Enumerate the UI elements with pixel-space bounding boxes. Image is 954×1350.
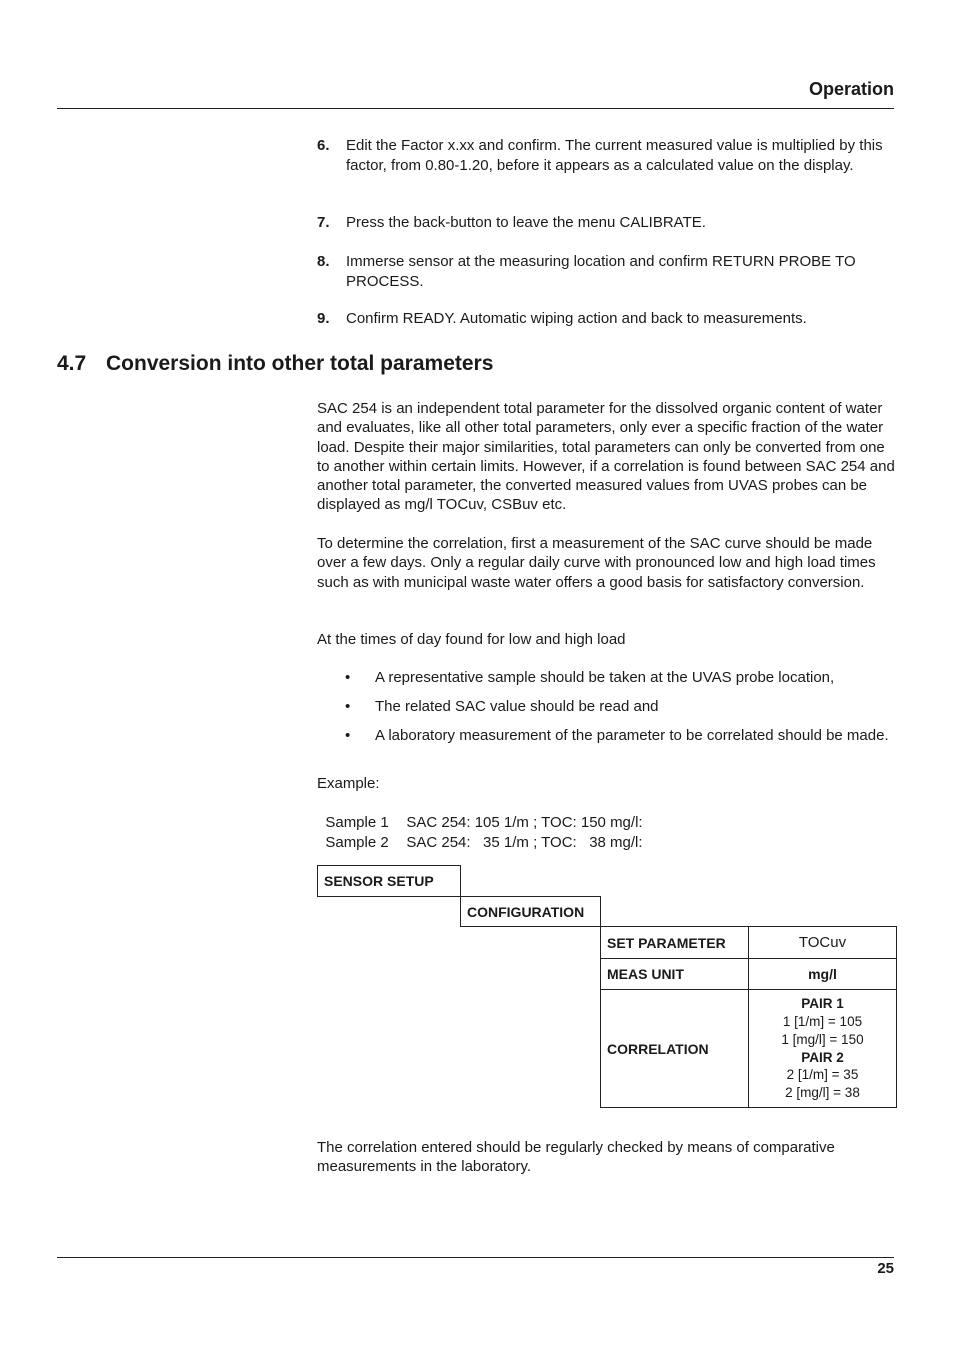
bullet-item bbox=[345, 697, 897, 716]
bullet-text: The related SAC value should be read and bbox=[375, 698, 659, 715]
step-item bbox=[317, 252, 897, 291]
menu-sensor-setup: SENSOR SETUP bbox=[317, 865, 461, 897]
pair2-line1: 2 [1/m] = 35 bbox=[786, 1067, 859, 1083]
menu-configuration: CONFIGURATION bbox=[460, 896, 601, 927]
step-number: 7. bbox=[317, 214, 330, 231]
bullet-text: A representative sample should be taken at the UVAS probe location, bbox=[375, 669, 835, 686]
bullet-item bbox=[345, 726, 897, 745]
step-text: Press the back-button to leave the menu CALIBRATE. bbox=[346, 214, 706, 231]
step-item bbox=[317, 213, 897, 233]
menu-set-parameter-label: SET PARAMETER bbox=[600, 926, 749, 959]
body-paragraph: At the times of day found for low and high load bbox=[317, 631, 626, 648]
pair1-line1: 1 [1/m] = 105 bbox=[782, 1013, 863, 1029]
sample-label: Sample 2 bbox=[325, 833, 389, 851]
step-number: 6. bbox=[317, 137, 330, 154]
menu-meas-unit-label: MEAS UNIT bbox=[600, 958, 749, 990]
step-item bbox=[317, 136, 897, 175]
body-paragraph: SAC 254 is an independent total parameter for the dissolved organic content of water and evaluates, like all other total parameters, only ever a specific fraction of the water load. Despite their major similarities, total parameters can only be converted from one to another within certain limits. However, if a correlation is found between SAC 254 and another total parameter, the converted measured values from UVAS probes can be displayed as mg/l TOCuv, CSBuv etc. bbox=[317, 400, 895, 514]
step-item bbox=[317, 309, 897, 329]
step-text: Immerse sensor at the measuring location and confirm RETURN PROBE TO PROCESS. bbox=[346, 253, 856, 290]
sample-values: SAC 254: 35 1/m ; TOC: 38 mg/l: bbox=[406, 833, 643, 851]
step-number: 9. bbox=[317, 310, 330, 327]
bullet-icon: • bbox=[345, 669, 351, 686]
bullet-icon: • bbox=[345, 727, 351, 744]
step-text: Confirm READY. Automatic wiping action and back to measurements. bbox=[346, 310, 807, 327]
menu-set-parameter-value: TOCuv bbox=[748, 926, 897, 959]
pair1-line2: 1 [mg/l] = 150 bbox=[781, 1031, 864, 1047]
sample-values: SAC 254: 105 1/m ; TOC: 150 mg/l: bbox=[406, 813, 643, 831]
body-paragraph: To determine the correlation, first a measurement of the SAC curve should be made over a few days. Only a regular daily curve with pronounced low and high load times such as with municipal waste water offers a good basis for satisfactory conversion. bbox=[317, 535, 876, 591]
example-heading: Example: bbox=[317, 775, 380, 792]
pair1-title: PAIR 1 bbox=[801, 996, 844, 1012]
footer-rule bbox=[57, 1257, 894, 1258]
header-rule bbox=[57, 108, 894, 109]
closing-paragraph: The correlation entered should be regularly checked by means of comparative measurements in the laboratory. bbox=[317, 1139, 835, 1176]
sample-label: Sample 1 bbox=[325, 813, 389, 831]
pair2-title: PAIR 2 bbox=[801, 1049, 844, 1065]
bullet-text: A laboratory measurement of the parameter to be correlated should be made. bbox=[375, 727, 889, 744]
pair2-line2: 2 [mg/l] = 38 bbox=[785, 1085, 860, 1101]
menu-correlation-values bbox=[748, 989, 897, 1108]
page-header-title: Operation bbox=[808, 79, 894, 99]
step-number: 8. bbox=[317, 253, 330, 270]
page-number: 25 bbox=[877, 1260, 894, 1277]
example-sample bbox=[317, 813, 643, 852]
menu-meas-unit-value: mg/l bbox=[748, 958, 897, 990]
section-number: 4.7 bbox=[57, 352, 87, 375]
step-text: Edit the Factor x.xx and confirm. The current measured value is multiplied by this factor, from 0.80-1.20, before it appears as a calculated value on the display. bbox=[346, 137, 883, 174]
section-heading bbox=[57, 352, 493, 376]
menu-correlation-label: CORRELATION bbox=[600, 989, 749, 1108]
section-title: Conversion into other total parameters bbox=[106, 352, 494, 375]
bullet-item bbox=[345, 668, 897, 687]
bullet-icon: • bbox=[345, 698, 351, 715]
